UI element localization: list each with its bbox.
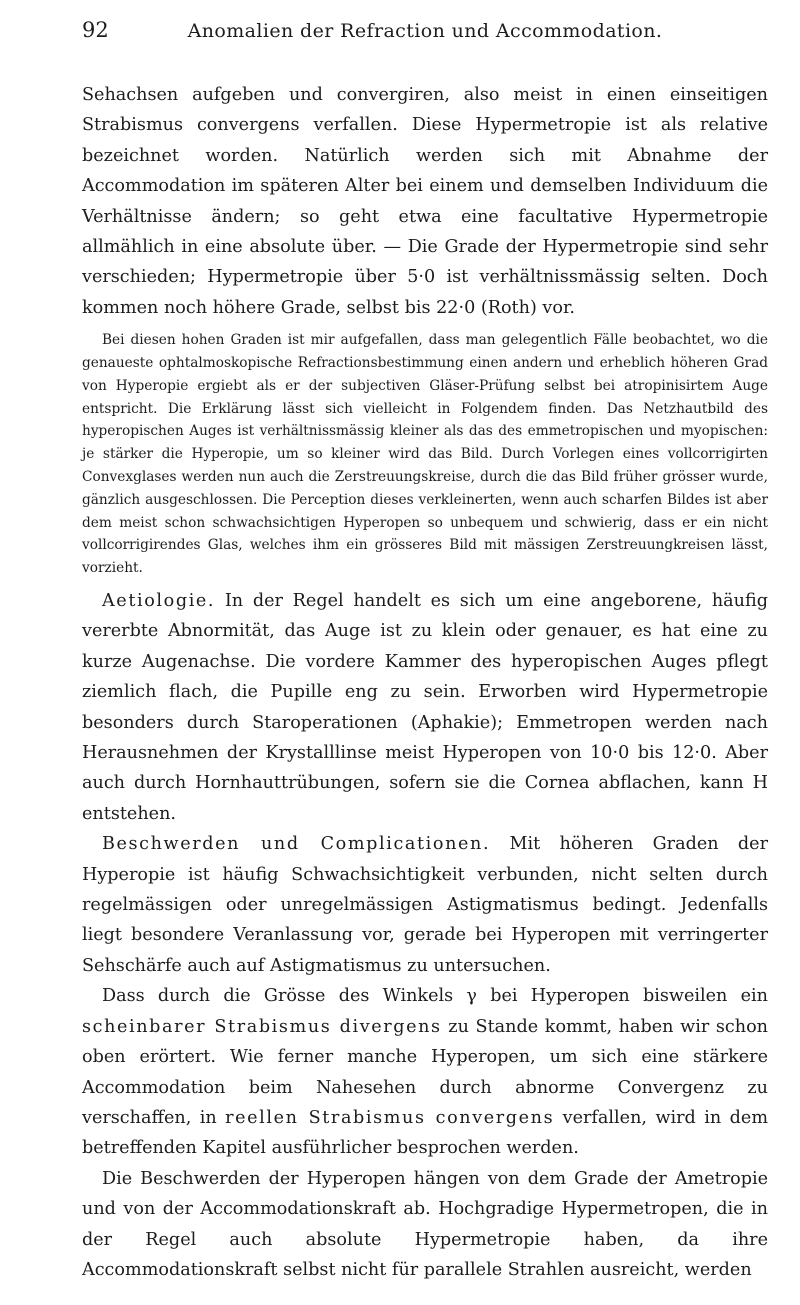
paragraph-text: In der Regel handelt es sich um eine angeborene, häufig vererbte Abnormität, das Auge ist zu klein oder genauer, es hat eine zu kurze Augenachse. Die vordere Kammer des hyperopischen Auges pflegt ziemlich flach, die Pupille eng zu sein. Erworben wird Hypermetropie besonders durch Staroperationen (Aphakie); Emmetropen werden nach Herausnehmen der Krystalllinse meist Hyperopen von 10·0 bis 12·0. Aber auch durch Hornhauttrübungen, sofern sie die Cornea abflachen, kann H entstehen. [82, 591, 768, 824]
page-body [82, 80, 768, 1285]
paragraph-text: Dass durch die Grösse des Winkels γ bei Hyperopen bisweilen ein [102, 986, 768, 1007]
paragraph-strabismus [82, 981, 768, 1163]
paragraph-text: Sehachsen aufgeben und convergiren, also meist in einen einseitigen Strabismus convergens verfallen. Diese Hypermetropie ist als relative bezeichnet worden. Natürlich werden sich mit Abnahme der Accommodation im späteren Alter bei einem und demselben Individuum die Verhältnisse ändern; so geht etwa eine facultative Hypermetropie allmählich in eine absolute über. — Die Grade der Hypermetropie sind sehr verschieden; Hypermetropie über 5·0 ist verhältnissmässig selten. Doch kommen noch höhere Grade, selbst bis 22·0 (Roth) vor. [82, 85, 768, 318]
paragraph-ametropie [82, 1164, 768, 1286]
running-title: Anomalien der Refraction und Accommodation. [187, 20, 663, 42]
section-heading: Aetiologie. [102, 591, 216, 612]
paragraph-text: Mit höheren Graden der Hyperopie ist häufig Schwachsichtigkeit verbunden, nicht selten durch regelmässigen oder unregelmässigen Astigmatismus bedingt. Jedenfalls liegt besondere Veranlassung vor, gerade bei Hyperopen mit verringerter Sehschärfe auch auf Astigmatismus zu untersuchen. [82, 834, 768, 976]
paragraph-aetiologie [82, 586, 768, 829]
paragraph-beschwerden [82, 829, 768, 981]
section-heading: Beschwerden und Complicationen. [102, 834, 491, 855]
page-number: 92 [82, 18, 109, 42]
page-header [82, 18, 768, 48]
emphasis-text: reellen Strabismus convergens [225, 1107, 555, 1128]
paragraph-text: Bei diesen hohen Graden ist mir aufgefallen, dass man gelegentlich Fälle beobachtet, wo die genaueste ophtalmoskopische Refractionsbestimmung einen andern und erheblich höheren Grad von Hyperopie ergiebt als er der subjectiven Gläser-Prüfung selbst bei atropinisirtem Auge entspricht. Die Erklärung lässt sich vielleicht in Folgendem finden. Das Netzhautbild des hyperopischen Auges ist verhältnissmässig kleiner als das des emmetropischen und myopischen: je stärker die Hyperopie, um so kleiner wird das Bild. Durch Vorlegen eines vollcorrigirten Convexglases werden nun auch die Zerstreuungskreise, durch die das Bild früher grösser wurde, gänzlich ausgeschlossen. Die Perception dieses verkleinerten, wenn auch scharfen Bildes ist aber dem meist schon schwachsichtigen Hyperopen so unbequem und schwierig, dass er ein nicht vollcorrigirendes Glas, welches ihm ein grösseres Bild mit mässigen Zerstreuungkreisen lässt, vorzieht. [82, 332, 768, 577]
paragraph-text: Die Beschwerden der Hyperopen hängen von dem Grade der Ametropie und von der Accommodationskraft ab. Hochgradige Hypermetropen, die in der Regel auch absolute Hypermetropie haben, da ihre Accommodationskraft selbst nicht für parallele Strahlen ausreicht, werden [82, 1168, 768, 1280]
paragraph-text: zu Stande kommt, haben wir schon oben erörtert. Wie ferner manche Hyperopen, um sich eine stärkere Accommodation beim Nahesehen durch abnorme Convergenz zu verschaffen, in [82, 1016, 768, 1128]
emphasis-text: scheinbarer Strabismus divergens [82, 1016, 442, 1037]
paragraph-text: verfallen, wird in dem betreffenden Kapitel ausführlicher besprochen werden. [82, 1107, 768, 1159]
footnote-paragraph [82, 329, 768, 580]
paragraph-continuation [82, 80, 768, 323]
